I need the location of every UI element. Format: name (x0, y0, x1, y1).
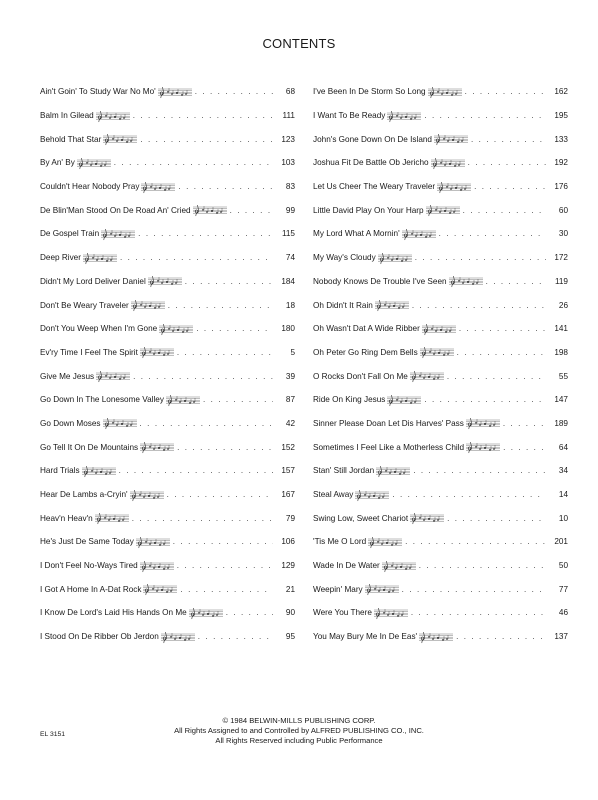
contents-entry (40, 554, 295, 578)
song-title: Were You There (313, 608, 372, 618)
music-incipit-icon (130, 488, 164, 502)
dot-leader (463, 206, 546, 215)
page-number: 74 (285, 253, 295, 263)
music-incipit-icon (466, 440, 500, 454)
dot-leader (413, 466, 546, 475)
page-number: 21 (285, 584, 295, 594)
contents-entry (40, 198, 295, 222)
music-incipit-icon (374, 606, 408, 620)
dot-leader (120, 253, 273, 262)
contents-entry (40, 175, 295, 199)
page-number: 129 (281, 561, 295, 571)
contents-entry (40, 341, 295, 365)
song-title: Don't You Weep When I'm Gone (40, 324, 158, 334)
music-incipit-icon (387, 109, 421, 123)
song-title: Wade In De Water (313, 561, 380, 571)
dot-leader (456, 632, 546, 641)
song-title: Sinner Please Doan Let Dis Harves' Pass (313, 418, 464, 428)
song-title: De Blin'Man Stood On De Road An' Cried (40, 205, 191, 215)
music-incipit-icon (82, 464, 116, 478)
dot-leader (203, 395, 273, 404)
dot-leader (177, 348, 273, 357)
dot-leader (465, 87, 546, 96)
contents-entry (313, 530, 568, 554)
song-title: De Gospel Train (40, 229, 100, 239)
page-number: 64 (558, 442, 568, 452)
song-title: Give Me Jesus (40, 371, 95, 381)
contents-entry (40, 246, 295, 270)
contents-entry (313, 80, 568, 104)
contents-entry (40, 317, 295, 341)
page-number: 83 (285, 182, 295, 192)
page-number: 99 (285, 205, 295, 215)
music-incipit-icon (83, 251, 117, 265)
song-title: Couldn't Hear Nobody Pray (40, 182, 140, 192)
page-number: 162 (554, 87, 568, 97)
contents-entry (313, 483, 568, 507)
music-incipit-icon (96, 109, 130, 123)
page-number: 111 (282, 111, 295, 121)
song-title: Ev'ry Time I Feel The Spirit (40, 347, 138, 357)
page-number: 137 (554, 632, 568, 642)
song-title: John's Gone Down On De Island (313, 134, 432, 144)
page-number: 77 (558, 584, 568, 594)
contents-entry (40, 388, 295, 412)
page-number: 123 (281, 134, 295, 144)
music-incipit-icon (368, 535, 402, 549)
contents-entry (40, 364, 295, 388)
page-number: 103 (281, 158, 295, 168)
page-number: 87 (285, 395, 295, 405)
page-number: 95 (285, 632, 295, 642)
contents-entry (40, 80, 295, 104)
page-number: 60 (558, 205, 568, 215)
contents-entry (40, 293, 295, 317)
music-incipit-icon (431, 156, 465, 170)
page-number: 5 (290, 347, 295, 357)
dot-leader (173, 537, 273, 546)
contents-entry (313, 198, 568, 222)
dot-leader (168, 301, 273, 310)
rights-reserved-line: All Rights Reserved including Public Performance (215, 736, 383, 746)
music-incipit-icon (161, 630, 195, 644)
page-number: 133 (554, 134, 568, 144)
music-incipit-icon (101, 227, 135, 241)
music-incipit-icon (355, 488, 389, 502)
contents-entry (40, 270, 295, 294)
music-incipit-icon (375, 298, 409, 312)
song-title: Steal Away (313, 490, 354, 500)
dot-leader (138, 229, 273, 238)
song-title: Swing Low, Sweet Chariot (313, 513, 409, 523)
contents-entry (313, 364, 568, 388)
contents-entry (40, 625, 295, 649)
contents-entry (40, 506, 295, 530)
song-title: I Stood On De Ribber Ob Jerdon (40, 632, 159, 642)
page-number: 10 (558, 513, 568, 523)
page-number: 34 (558, 466, 568, 476)
song-title: Deep River (40, 253, 81, 263)
music-incipit-icon (148, 274, 182, 288)
song-title: Oh Peter Go Ring Dem Bells (313, 347, 418, 357)
music-incipit-icon (136, 535, 170, 549)
contents-entry (313, 293, 568, 317)
song-title: Hard Trials (40, 466, 80, 476)
dot-leader (486, 277, 546, 286)
contents-entry (313, 388, 568, 412)
contents-entry (313, 435, 568, 459)
dot-leader (503, 419, 546, 428)
contents-entry (40, 530, 295, 554)
contents-entry (313, 577, 568, 601)
music-incipit-icon (382, 559, 416, 573)
dot-leader (132, 514, 273, 523)
page-number: 50 (558, 561, 568, 571)
song-title: Balm In Gilead (40, 111, 94, 121)
music-incipit-icon (419, 630, 453, 644)
music-incipit-icon (96, 369, 130, 383)
page-number: 18 (285, 300, 295, 310)
song-title: O Rocks Don't Fall On Me (313, 371, 408, 381)
page-number: 30 (558, 229, 568, 239)
music-incipit-icon (428, 85, 462, 99)
page-number: 198 (554, 347, 568, 357)
song-title: Weepin' Mary (313, 584, 363, 594)
music-incipit-icon (437, 180, 471, 194)
dot-leader (140, 135, 273, 144)
dot-leader (447, 372, 546, 381)
contents-entry (313, 104, 568, 128)
dot-leader (178, 182, 273, 191)
music-incipit-icon (143, 582, 177, 596)
music-incipit-icon (376, 464, 410, 478)
page-number: 167 (281, 490, 295, 500)
song-title: My Lord What A Mornin' (313, 229, 400, 239)
contents-entry (313, 554, 568, 578)
contents-entry (40, 127, 295, 151)
song-title: Let Us Cheer The Weary Traveler (313, 182, 436, 192)
music-incipit-icon (140, 440, 174, 454)
copyright-line: © 1984 BELWIN-MILLS PUBLISHING CORP. (222, 716, 376, 725)
song-title: Stan' Still Jordan (313, 466, 375, 476)
page-number: 176 (554, 182, 568, 192)
dot-leader (447, 514, 546, 523)
contents-entry (40, 151, 295, 175)
page-number: 42 (285, 418, 295, 428)
music-incipit-icon (402, 227, 436, 241)
music-incipit-icon (159, 322, 193, 336)
page-number: 192 (554, 158, 568, 168)
dot-leader (226, 608, 273, 617)
song-title: Don't Be Weary Traveler (40, 300, 129, 310)
contents-entry (313, 506, 568, 530)
song-title: Go Down In The Lonesome Valley (40, 395, 164, 405)
contents-entry (40, 435, 295, 459)
song-title: I Want To Be Ready (313, 111, 386, 121)
dot-leader (133, 111, 273, 120)
contents-entry (313, 625, 568, 649)
dot-leader (119, 466, 273, 475)
contents-entry (313, 601, 568, 625)
contents-entry (313, 246, 568, 270)
song-title: You May Bury Me In De Eas' (313, 632, 418, 642)
song-title: My Way's Cloudy (313, 253, 376, 263)
dot-leader (405, 537, 546, 546)
music-incipit-icon (466, 416, 500, 430)
contents-entry (313, 127, 568, 151)
dot-leader (459, 324, 546, 333)
contents-column-right (313, 80, 568, 649)
page-number: 172 (554, 253, 568, 263)
song-title: Little David Play On Your Harp (313, 205, 424, 215)
song-title: Joshua Fit De Battle Ob Jericho (313, 158, 429, 168)
song-title: I Know De Lord's Laid His Hands On Me (40, 608, 187, 618)
dot-leader (419, 561, 546, 570)
song-title: Heav'n Heav'n (40, 513, 93, 523)
page-number: 68 (285, 87, 295, 97)
music-incipit-icon (449, 274, 483, 288)
page-number: 141 (554, 324, 568, 334)
page-title: CONTENTS (262, 36, 336, 51)
contents-entry (313, 459, 568, 483)
song-title: Sometimes I Feel Like a Motherless Child (313, 442, 465, 452)
page-number: 115 (281, 229, 295, 239)
song-title: Hear De Lambs a-Cryin' (40, 490, 128, 500)
page-number: 90 (285, 608, 295, 618)
music-incipit-icon (158, 85, 192, 99)
music-incipit-icon (77, 156, 111, 170)
page-number: 14 (558, 490, 568, 500)
page-number: 39 (285, 371, 295, 381)
music-incipit-icon (426, 203, 460, 217)
rights-assigned-line: All Rights Assigned to and Controlled by ALFRED PUBLISHING CO., INC. (174, 726, 424, 736)
dot-leader (392, 490, 546, 499)
dot-leader (114, 158, 273, 167)
music-incipit-icon (189, 606, 223, 620)
song-title: Oh Didn't It Rain (313, 300, 373, 310)
dot-leader (412, 301, 546, 310)
dot-leader (471, 135, 546, 144)
song-title: He's Just De Same Today (40, 537, 134, 547)
contents-entry (40, 601, 295, 625)
song-title: Didn't My Lord Deliver Daniel (40, 276, 146, 286)
music-incipit-icon (193, 203, 227, 217)
music-incipit-icon (410, 369, 444, 383)
music-incipit-icon (387, 393, 421, 407)
dot-leader (195, 87, 273, 96)
dot-leader (424, 395, 546, 404)
contents-entry (313, 270, 568, 294)
song-title: Oh Wasn't Dat A Wide Ribber (313, 324, 420, 334)
page-number: 184 (281, 276, 295, 286)
music-incipit-icon (420, 345, 454, 359)
dot-leader (177, 443, 273, 452)
song-title: Nobody Knows De Trouble I've Seen (313, 276, 447, 286)
dot-leader (457, 348, 546, 357)
dot-leader (133, 372, 273, 381)
page-number: 79 (285, 513, 295, 523)
dot-leader (474, 182, 546, 191)
music-incipit-icon (166, 393, 200, 407)
dot-leader (439, 229, 546, 238)
dot-leader (177, 561, 273, 570)
contents-entry (40, 577, 295, 601)
music-incipit-icon (434, 132, 468, 146)
music-incipit-icon (103, 416, 137, 430)
page-number: 106 (281, 537, 295, 547)
page-number: 201 (554, 537, 568, 547)
dot-leader (468, 158, 546, 167)
dot-leader (503, 443, 546, 452)
contents-entry (40, 104, 295, 128)
contents-entry (313, 151, 568, 175)
music-incipit-icon (141, 180, 175, 194)
song-title: Ride On King Jesus (313, 395, 386, 405)
contents-entry (313, 341, 568, 365)
contents-entry (313, 317, 568, 341)
music-incipit-icon (410, 511, 444, 525)
page-number: 55 (558, 371, 568, 381)
contents-entry (40, 222, 295, 246)
song-title: I Got A Home In A-Dat Rock (40, 584, 142, 594)
dot-leader (140, 419, 273, 428)
dot-leader (415, 253, 546, 262)
dot-leader (230, 206, 273, 215)
dot-leader (411, 608, 546, 617)
page-number: 189 (554, 418, 568, 428)
page-number: 26 (558, 300, 568, 310)
contents-entry (40, 483, 295, 507)
contents-entry (40, 459, 295, 483)
song-title: I've Been In De Storm So Long (313, 87, 426, 97)
song-title: I Don't Feel No-Ways Tired (40, 561, 138, 571)
page-number: 195 (554, 111, 568, 121)
page-number: 46 (558, 608, 568, 618)
song-title: Go Down Moses (40, 418, 101, 428)
music-incipit-icon (103, 132, 137, 146)
music-incipit-icon (422, 322, 456, 336)
song-title: Ain't Goin' To Study War No Mo' (40, 87, 156, 97)
song-title: Go Tell It On De Mountains (40, 442, 139, 452)
contents-entry (40, 412, 295, 436)
dot-leader (198, 632, 273, 641)
copyright-notice (0, 716, 598, 747)
page-number: 152 (281, 442, 295, 452)
contents-entry (313, 175, 568, 199)
dot-leader (402, 585, 546, 594)
dot-leader (424, 111, 546, 120)
music-incipit-icon (131, 298, 165, 312)
contents-column-left (40, 80, 295, 649)
catalog-code: EL 3151 (40, 731, 66, 738)
music-incipit-icon (95, 511, 129, 525)
page-number: 180 (281, 324, 295, 334)
contents-entry (313, 412, 568, 436)
dot-leader (167, 490, 273, 499)
dot-leader (180, 585, 273, 594)
page-number: 119 (554, 276, 568, 286)
page-number: 157 (281, 466, 295, 476)
contents-entry (313, 222, 568, 246)
music-incipit-icon (140, 345, 174, 359)
dot-leader (196, 324, 273, 333)
music-incipit-icon (365, 582, 399, 596)
page-number: 147 (554, 395, 568, 405)
music-incipit-icon (378, 251, 412, 265)
song-title: Behold That Star (40, 134, 102, 144)
song-title: By An' By (40, 158, 75, 168)
music-incipit-icon (140, 559, 174, 573)
song-title: 'Tis Me O Lord (313, 537, 367, 547)
dot-leader (185, 277, 273, 286)
